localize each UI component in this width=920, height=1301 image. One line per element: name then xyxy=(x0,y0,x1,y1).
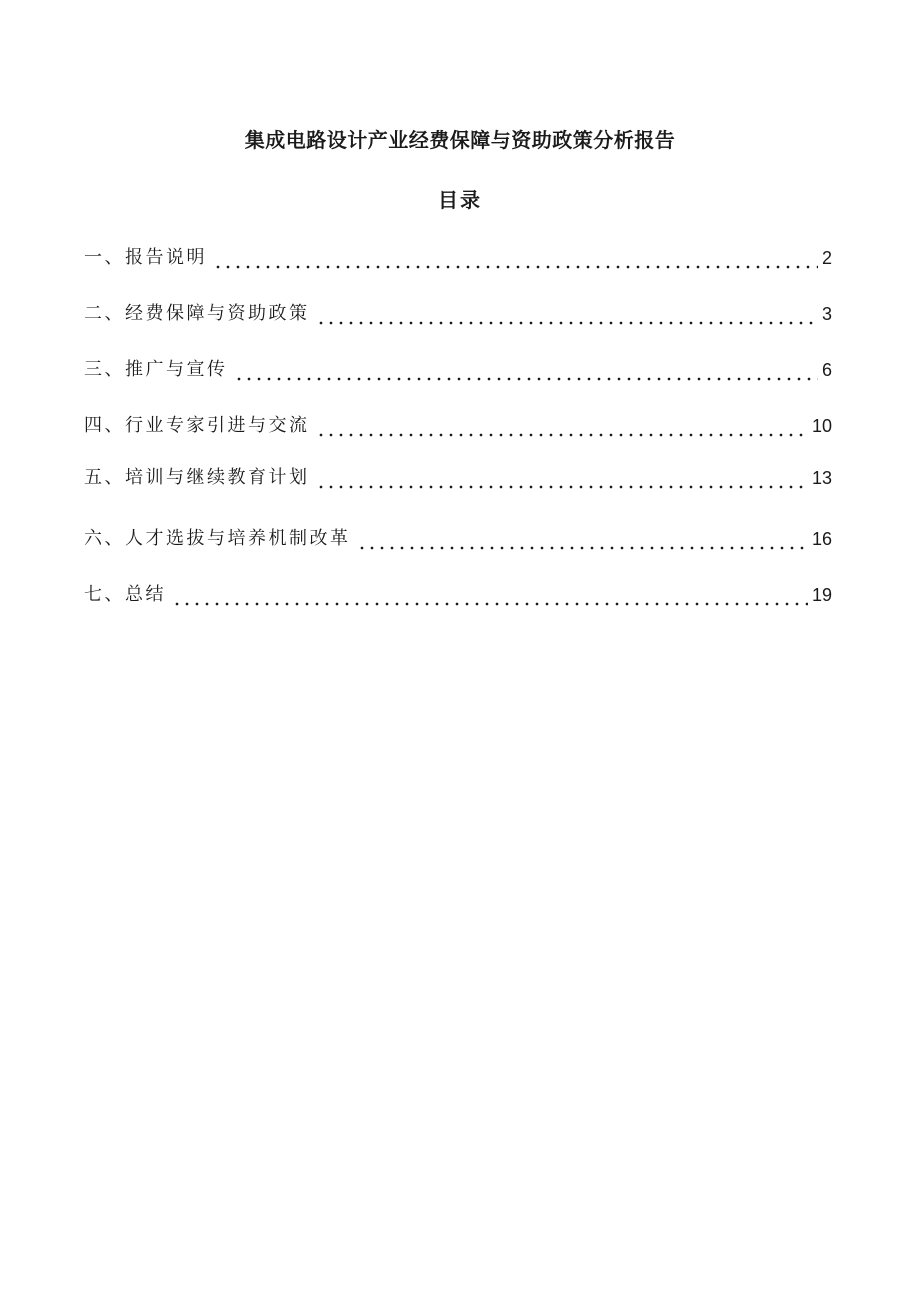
toc-dot-leader xyxy=(316,300,818,328)
toc-entry[interactable] xyxy=(84,581,832,609)
toc-page-number: 13 xyxy=(811,468,832,488)
toc-dot-leader xyxy=(316,464,808,492)
toc-dot-leader xyxy=(234,356,818,384)
toc-entry-label: 三、推广与宣传 xyxy=(84,359,228,380)
toc-entry-label: 七、总结 xyxy=(84,584,166,605)
document-title: 集成电路设计产业经费保障与资助政策分析报告 xyxy=(244,128,676,152)
toc-entry[interactable] xyxy=(84,412,832,440)
toc-page-number: 2 xyxy=(821,248,832,268)
toc-dot-leader xyxy=(172,581,808,609)
toc-page-number: 16 xyxy=(811,529,832,549)
toc-entry[interactable] xyxy=(84,464,832,492)
toc-entry-label: 五、培训与继续教育计划 xyxy=(84,467,310,488)
toc-entry[interactable] xyxy=(84,300,832,328)
toc-dot-leader xyxy=(213,244,818,272)
toc-entry-label: 六、人才选拔与培养机制改革 xyxy=(84,528,351,549)
toc-page-number: 10 xyxy=(811,416,832,436)
toc-dot-leader xyxy=(316,412,808,440)
toc-entry-label: 二、经费保障与资助政策 xyxy=(84,303,310,324)
toc-entry[interactable] xyxy=(84,356,832,384)
toc-page-number: 6 xyxy=(821,360,832,380)
toc-heading: 目录 xyxy=(438,188,482,212)
toc-entry[interactable] xyxy=(84,525,832,553)
toc-page-number: 19 xyxy=(811,585,832,605)
toc-entry-label: 一、报告说明 xyxy=(84,247,207,268)
toc-entry-label: 四、行业专家引进与交流 xyxy=(84,415,310,436)
toc-dot-leader xyxy=(357,525,808,553)
toc-page-number: 3 xyxy=(821,304,832,324)
toc-entry[interactable] xyxy=(84,244,832,272)
